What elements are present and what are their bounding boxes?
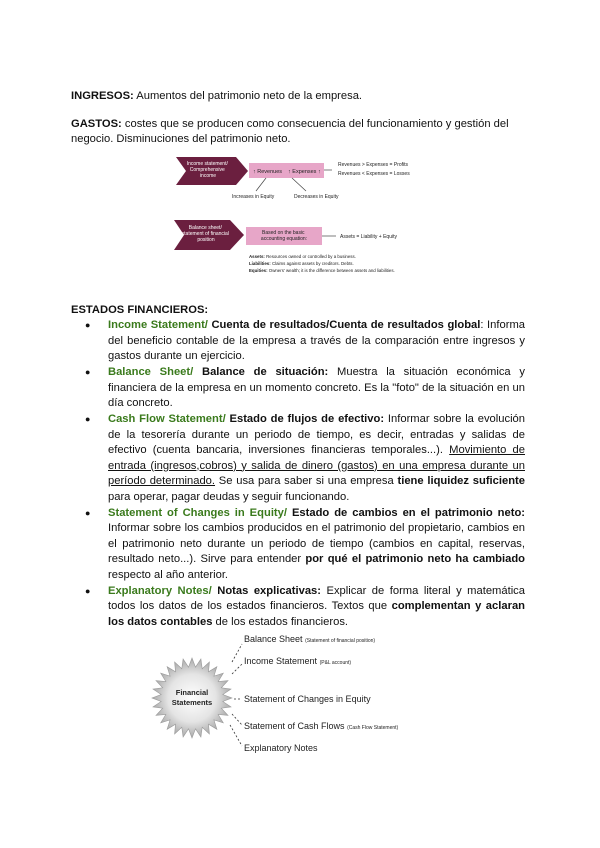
formula-line-1: Revenues > Expenses = Profits (338, 162, 409, 168)
gastos-text: costes que se producen como consecuencia del funcionamiento y gestión del negocio. Disminuciones del patrimonio neto. (71, 118, 509, 145)
item-es-title: Estado de cambios en el patrimonio neto: (286, 506, 525, 519)
income-statement-box-text: Income statement/ Comprehensive income (186, 161, 228, 179)
item-en-title: Cash Flow Statement/ (108, 413, 226, 425)
center-line-1: Financial (175, 688, 209, 697)
label-balance-sheet: Balance Sheet (Statement of financial position) (244, 634, 376, 644)
revenues-label: ↑ Revenues (253, 169, 283, 175)
def-equities: Equities: Owners' wealth; it is the difference between assets and liabilities. (249, 268, 395, 273)
center-line-2: Statements (171, 698, 213, 707)
item-text-2: Se usa para saber si una empresa (215, 475, 398, 487)
financial-statements-diagram (150, 622, 450, 762)
label-explanatory-notes: Explanatory Notes (244, 743, 318, 753)
gastos-label: GASTOS: (71, 118, 122, 130)
label-cash-flows: Statement of Cash Flows (Cash Flow Statement) (244, 721, 399, 731)
item-en-title: Income Statement/ (108, 319, 208, 331)
decreases-equity: Decreases in Equity (294, 194, 339, 200)
gastos-paragraph (71, 117, 521, 146)
item-es-title: Balance de situación: (193, 366, 329, 378)
item-es-title: Estado de flujos de efectivo: (225, 413, 385, 425)
item-en-title: Explanatory Notes/ (108, 584, 212, 597)
item-en-title: Statement of Changes in Equity/ (108, 506, 287, 519)
list-item-cash-flow (85, 412, 525, 505)
label-changes-equity: Statement of Changes in Equity (244, 694, 371, 704)
item-bold-2: por qué el patrimonio neto ha cambiado (305, 553, 525, 565)
item-text-3: para operar, pagar deudas y seguir funcionando. (108, 490, 350, 503)
item-es-title: Notas explicativas: (211, 584, 321, 597)
increases-equity: Increases in Equity (232, 194, 275, 200)
list-item-income-statement (85, 318, 525, 365)
item-text: Informar sobre la evolución de la tesorería durante un periodo de tiempo, es decir, entradas y salidas de efectivo (cuenta bancaria, inversiones financieras temporales...). (108, 413, 525, 456)
balance-sheet-box-text: Balance sheet/ statement of financial position (181, 225, 229, 243)
item-underlined: Movimiento de entrada (ingresos,cobros) y salida de dinero (gastos) en una empresa durante un período determinado. (108, 444, 525, 487)
ingresos-label: INGRESOS: (71, 90, 134, 102)
item-text-2: respecto al año anterior. (108, 568, 229, 581)
basic-equation-text: Based on the basic accounting equation: (260, 230, 308, 242)
item-bold-2: complementan y aclaran los datos contables (108, 600, 525, 628)
equation-text: Assets = Liability + Equity (340, 234, 397, 240)
list-item-balance-sheet (85, 365, 525, 412)
connector-income-statement (232, 664, 242, 674)
connector-explanatory-notes (230, 725, 242, 746)
formula-line-2: Revenues < Expenses = Losses (338, 171, 410, 177)
income-statement-diagram (172, 153, 432, 205)
def-assets: Assets: Resources owned or controlled by a business. (249, 254, 356, 259)
expenses-label: ↑ Expenses ↑ (288, 169, 321, 175)
item-en-title: Balance Sheet/ (108, 366, 194, 378)
def-liabilities: Liabilities: Claims against assets by creditors. Debts. (249, 261, 354, 266)
label-income-statement: Income Statement (P&L account) (244, 656, 352, 666)
item-text: Muestra la situación económica y financiera de la empresa en un momento concreto. Es la "foto" de la situación en un día concreto. (108, 366, 525, 409)
item-es-title: Cuenta de resultados/Cuenta de resultados global (207, 319, 481, 331)
decrease-arrow (292, 178, 306, 191)
connector-balance-sheet (232, 644, 242, 662)
item-text-2: de los estados financieros. (212, 615, 349, 628)
ingresos-text: Aumentos del patrimonio neto de la empresa. (133, 90, 363, 102)
connector-cash-flows (232, 714, 242, 725)
item-text: : Informa del beneficio contable de la empresa a través de la comparación entre ingresos y gastos durante un ejercicio. (108, 319, 525, 362)
list-item-changes-equity (85, 506, 525, 584)
ingresos-paragraph (71, 89, 531, 104)
item-text: Informar sobre los cambios producidos en el patrimonio del propietario, cambios en el patrimonio neto durante un periodo de tiempo (cambios en capital, reservas, resultado neto...). Sirve para entender (108, 522, 525, 565)
item-text: Explicar de forma literal y matemática todos los datos de los estados financieros. Textos que (108, 584, 525, 612)
balance-sheet-diagram (172, 218, 432, 288)
item-bold-2: tiene liquidez suficiente (397, 475, 525, 487)
estados-list (85, 318, 525, 631)
estados-heading: ESTADOS FINANCIEROS: (71, 304, 209, 316)
increase-arrow (256, 178, 266, 191)
